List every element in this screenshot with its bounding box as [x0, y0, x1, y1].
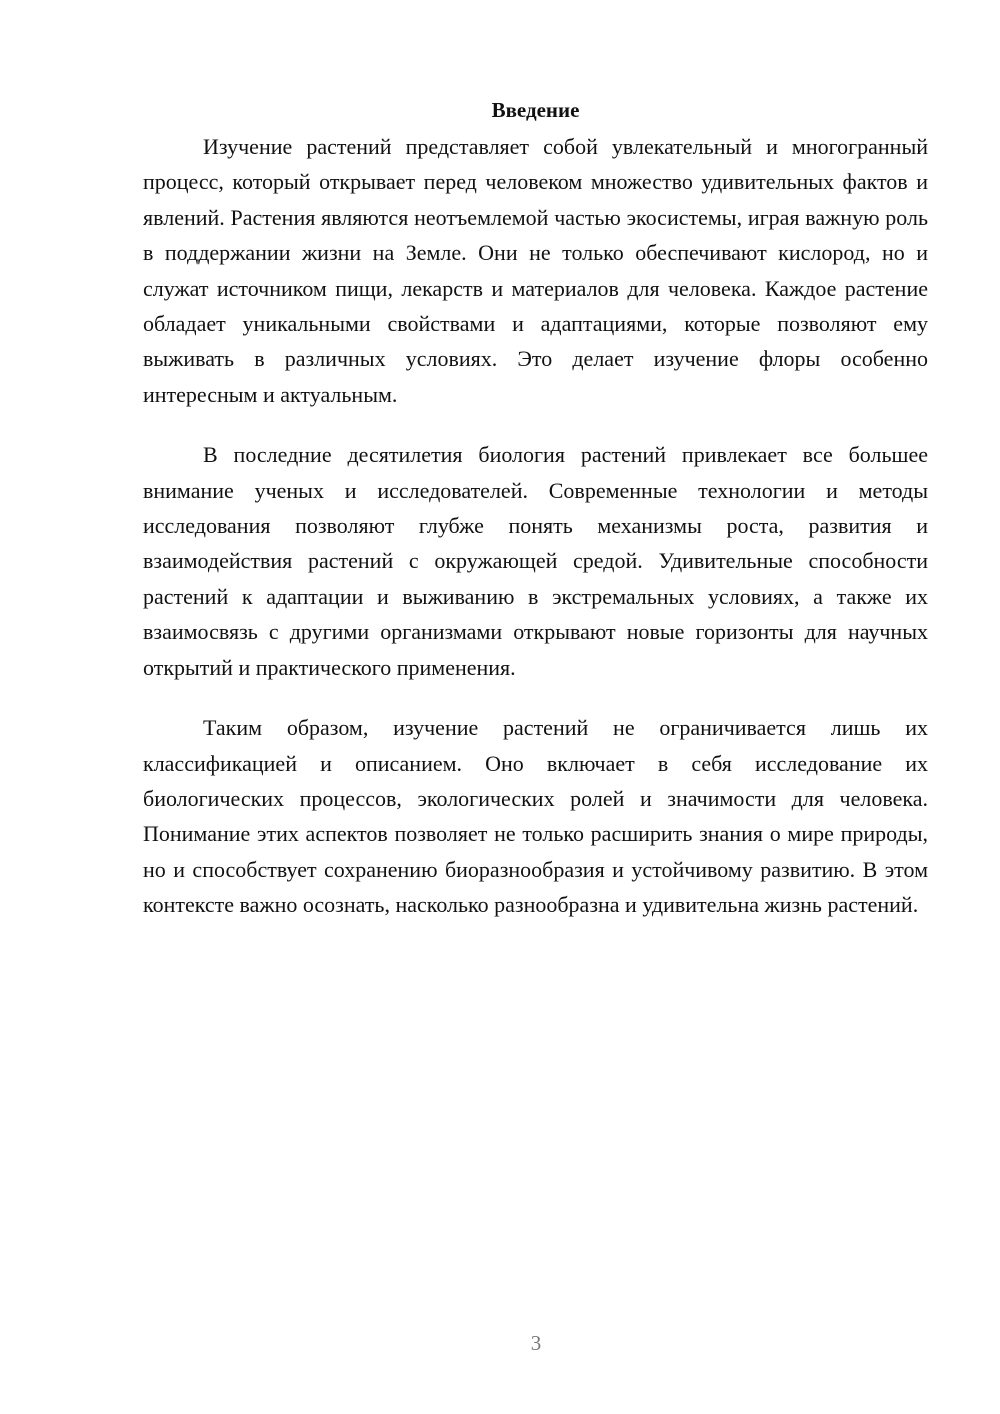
- paragraph-1: Изучение растений представляет собой увлекательный и многогранный процесс, который открывает перед человеком множество удивительных фактов и явлений. Растения являются неотъемлемой частью экосистемы, играя важную роль в поддержании жизни на Земле. Они не только обеспечивают кислород, но и служат источником пищи, лекарств и материалов для человека. Каждое растение обладает уникальными свойствами и адаптациями, которые позволяют ему выживать в различных условиях. Это делает изучение флоры особенно интересным и актуальным.: [143, 134, 928, 407]
- paragraph-2: В последние десятилетия биология растений привлекает все большее внимание ученых и исследователей. Современные технологии и методы исследования позволяют глубже понять механизмы роста, развития и взаимодействия растений с окружающей средой. Удивительные способности растений к адаптации и выживанию в экстремальных условиях, а также их взаимосвязь с другими организмами открывают новые горизонты для научных открытий и практического применения.: [143, 442, 928, 680]
- paragraph-3: Таким образом, изучение растений не ограничивается лишь их классификацией и описанием. Оно включает в себя исследование их биологических процессов, экологических ролей и значимости для человека. Понимание этих аспектов позволяет не только расширить знания о мире природы, но и способствует сохранению биоразнообразия и устойчивому развитию. В этом контексте важно осознать, насколько разнообразна и удивительна жизнь растений.: [143, 715, 928, 918]
- page-content: [143, 92, 928, 948]
- page-number: 3: [530, 1331, 542, 1355]
- section-heading: Введение: [491, 98, 580, 122]
